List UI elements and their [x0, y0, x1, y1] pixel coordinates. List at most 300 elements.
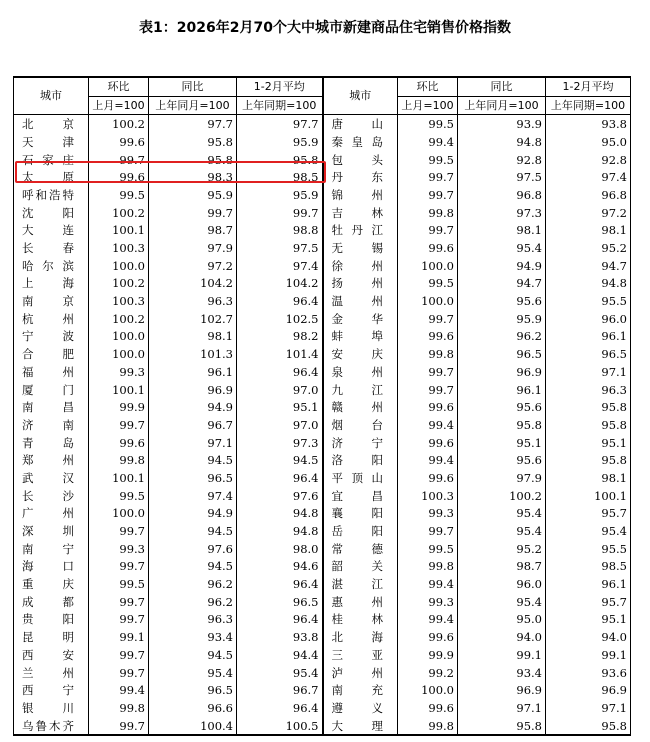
- right-yoy-cell: 96.2: [458, 328, 546, 346]
- right-mom-cell: 99.6: [398, 239, 458, 257]
- left-avg-cell: 95.4: [237, 664, 323, 682]
- right-yoy-cell: 95.9: [458, 310, 546, 328]
- right-avg-cell: 96.8: [546, 186, 631, 204]
- left-yoy-cell: 96.5: [149, 681, 237, 699]
- left-city-cell: 海口: [14, 558, 89, 576]
- right-city-cell: 桂林: [323, 611, 398, 629]
- header-yoy-right: 同比: [458, 77, 546, 96]
- right-avg-cell: 95.5: [546, 292, 631, 310]
- right-mom-cell: 99.5: [398, 275, 458, 293]
- table-row: [14, 505, 631, 523]
- right-mom-cell: 99.7: [398, 310, 458, 328]
- table-row: [14, 275, 631, 293]
- right-mom-cell: 99.6: [398, 398, 458, 416]
- right-mom-cell: 99.8: [398, 558, 458, 576]
- right-avg-cell: 96.1: [546, 575, 631, 593]
- left-avg-cell: 96.4: [237, 469, 323, 487]
- left-city-cell: 兰州: [14, 664, 89, 682]
- left-mom-cell: 99.3: [89, 363, 149, 381]
- right-city-cell: 蚌埠: [323, 328, 398, 346]
- right-mom-cell: 99.3: [398, 505, 458, 523]
- left-city-cell: 厦门: [14, 381, 89, 399]
- table-row: [14, 151, 631, 169]
- right-city-cell: 惠州: [323, 593, 398, 611]
- table-row: [14, 540, 631, 558]
- header-mom-right: 环比: [398, 77, 458, 96]
- left-avg-cell: 98.2: [237, 328, 323, 346]
- left-avg-cell: 98.0: [237, 540, 323, 558]
- left-city-cell: 昆明: [14, 628, 89, 646]
- table-row: [14, 575, 631, 593]
- left-mom-cell: 99.4: [89, 681, 149, 699]
- right-yoy-cell: 93.4: [458, 664, 546, 682]
- left-city-cell: 福州: [14, 363, 89, 381]
- table-row: [14, 345, 631, 363]
- left-avg-cell: 98.8: [237, 222, 323, 240]
- right-yoy-cell: 94.7: [458, 275, 546, 293]
- left-city-cell: 长沙: [14, 487, 89, 505]
- left-avg-cell: 96.4: [237, 611, 323, 629]
- right-mom-cell: 99.2: [398, 664, 458, 682]
- right-city-cell: 徐州: [323, 257, 398, 275]
- table-row: [14, 133, 631, 151]
- left-city-cell: 重庆: [14, 575, 89, 593]
- right-avg-cell: 97.1: [546, 699, 631, 717]
- left-mom-cell: 99.7: [89, 717, 149, 736]
- right-mom-cell: 99.6: [398, 699, 458, 717]
- right-city-cell: 锦州: [323, 186, 398, 204]
- right-yoy-cell: 97.1: [458, 699, 546, 717]
- left-yoy-cell: 95.9: [149, 186, 237, 204]
- table-row: [14, 717, 631, 736]
- right-mom-cell: 99.8: [398, 345, 458, 363]
- right-avg-cell: 96.5: [546, 345, 631, 363]
- left-avg-cell: 96.4: [237, 292, 323, 310]
- table-row: [14, 363, 631, 381]
- right-avg-cell: 95.5: [546, 540, 631, 558]
- table-row: [14, 328, 631, 346]
- right-mom-cell: 99.4: [398, 451, 458, 469]
- table-row: [14, 115, 631, 133]
- right-yoy-cell: 95.6: [458, 398, 546, 416]
- left-yoy-cell: 97.9: [149, 239, 237, 257]
- right-yoy-cell: 98.7: [458, 558, 546, 576]
- left-yoy-cell: 95.4: [149, 664, 237, 682]
- right-city-cell: 温州: [323, 292, 398, 310]
- left-yoy-cell: 96.5: [149, 469, 237, 487]
- table-row: [14, 646, 631, 664]
- right-avg-cell: 93.8: [546, 115, 631, 133]
- right-city-cell: 平顶山: [323, 469, 398, 487]
- left-city-cell: 深圳: [14, 522, 89, 540]
- left-avg-cell: 97.4: [237, 257, 323, 275]
- left-mom-cell: 100.2: [89, 204, 149, 222]
- left-avg-cell: 95.8: [237, 151, 323, 169]
- left-yoy-cell: 101.3: [149, 345, 237, 363]
- header-avg-left: 1-2月平均: [237, 77, 323, 96]
- right-city-cell: 岳阳: [323, 522, 398, 540]
- left-avg-cell: 97.5: [237, 239, 323, 257]
- right-mom-cell: 99.3: [398, 593, 458, 611]
- right-mom-cell: 99.7: [398, 186, 458, 204]
- right-yoy-cell: 95.0: [458, 611, 546, 629]
- right-city-cell: 安庆: [323, 345, 398, 363]
- left-yoy-cell: 96.1: [149, 363, 237, 381]
- right-yoy-cell: 96.8: [458, 186, 546, 204]
- right-city-cell: 遵义: [323, 699, 398, 717]
- left-city-cell: 乌鲁木齐: [14, 717, 89, 736]
- right-avg-cell: 96.9: [546, 681, 631, 699]
- left-avg-cell: 97.0: [237, 416, 323, 434]
- left-mom-cell: 100.1: [89, 381, 149, 399]
- right-mom-cell: 100.3: [398, 487, 458, 505]
- right-city-cell: 常德: [323, 540, 398, 558]
- table-header: [14, 77, 631, 115]
- left-avg-cell: 97.6: [237, 487, 323, 505]
- table-row: [14, 558, 631, 576]
- table-row: [14, 593, 631, 611]
- right-yoy-cell: 95.8: [458, 416, 546, 434]
- left-mom-cell: 99.1: [89, 628, 149, 646]
- left-avg-cell: 96.5: [237, 593, 323, 611]
- left-yoy-cell: 93.4: [149, 628, 237, 646]
- right-mom-cell: 100.0: [398, 681, 458, 699]
- right-city-cell: 北海: [323, 628, 398, 646]
- left-avg-cell: 96.7: [237, 681, 323, 699]
- right-yoy-cell: 96.9: [458, 363, 546, 381]
- right-mom-cell: 99.7: [398, 381, 458, 399]
- right-yoy-cell: 95.1: [458, 434, 546, 452]
- table-row: [14, 469, 631, 487]
- header-avg-base-right: 上年同期=100: [546, 96, 631, 115]
- left-mom-cell: 99.9: [89, 398, 149, 416]
- table-row: [14, 168, 631, 186]
- right-avg-cell: 95.7: [546, 505, 631, 523]
- left-city-cell: 西宁: [14, 681, 89, 699]
- right-avg-cell: 98.5: [546, 558, 631, 576]
- right-mom-cell: 100.0: [398, 292, 458, 310]
- right-avg-cell: 95.0: [546, 133, 631, 151]
- left-yoy-cell: 97.4: [149, 487, 237, 505]
- left-city-cell: 银川: [14, 699, 89, 717]
- table-row: [14, 381, 631, 399]
- table-row: [14, 522, 631, 540]
- left-mom-cell: 99.7: [89, 611, 149, 629]
- right-yoy-cell: 97.5: [458, 168, 546, 186]
- right-yoy-cell: 95.2: [458, 540, 546, 558]
- price-index-table: [13, 76, 631, 736]
- right-mom-cell: 99.7: [398, 522, 458, 540]
- right-city-cell: 唐山: [323, 115, 398, 133]
- right-mom-cell: 99.9: [398, 646, 458, 664]
- table-row: [14, 222, 631, 240]
- table-row: [14, 292, 631, 310]
- left-city-cell: 大连: [14, 222, 89, 240]
- right-mom-cell: 99.6: [398, 628, 458, 646]
- right-city-cell: 丹东: [323, 168, 398, 186]
- header-avg-right: 1-2月平均: [546, 77, 631, 96]
- table-row: [14, 664, 631, 682]
- right-city-cell: 秦皇岛: [323, 133, 398, 151]
- left-city-cell: 南昌: [14, 398, 89, 416]
- right-mom-cell: 99.6: [398, 328, 458, 346]
- right-yoy-cell: 99.1: [458, 646, 546, 664]
- right-mom-cell: 99.4: [398, 575, 458, 593]
- right-mom-cell: 99.5: [398, 540, 458, 558]
- left-mom-cell: 99.7: [89, 151, 149, 169]
- right-yoy-cell: 94.9: [458, 257, 546, 275]
- left-city-cell: 宁波: [14, 328, 89, 346]
- right-city-cell: 大理: [323, 717, 398, 736]
- right-yoy-cell: 96.9: [458, 681, 546, 699]
- left-avg-cell: 101.4: [237, 345, 323, 363]
- left-yoy-cell: 94.9: [149, 505, 237, 523]
- left-city-cell: 成都: [14, 593, 89, 611]
- table-body: [14, 115, 631, 736]
- left-city-cell: 沈阳: [14, 204, 89, 222]
- right-avg-cell: 95.8: [546, 451, 631, 469]
- left-mom-cell: 100.0: [89, 257, 149, 275]
- left-yoy-cell: 98.3: [149, 168, 237, 186]
- table-row: [14, 257, 631, 275]
- right-yoy-cell: 95.4: [458, 593, 546, 611]
- right-yoy-cell: 95.6: [458, 292, 546, 310]
- left-avg-cell: 95.9: [237, 186, 323, 204]
- left-yoy-cell: 97.6: [149, 540, 237, 558]
- left-avg-cell: 94.6: [237, 558, 323, 576]
- table-row: [14, 398, 631, 416]
- header-yoy-base-left: 上年同月=100: [149, 96, 237, 115]
- table-row: [14, 204, 631, 222]
- right-city-cell: 洛阳: [323, 451, 398, 469]
- header-mom-left: 环比: [89, 77, 149, 96]
- left-city-cell: 合肥: [14, 345, 89, 363]
- left-avg-cell: 96.4: [237, 363, 323, 381]
- right-city-cell: 金华: [323, 310, 398, 328]
- left-city-cell: 北京: [14, 115, 89, 133]
- right-avg-cell: 95.4: [546, 522, 631, 540]
- left-yoy-cell: 98.1: [149, 328, 237, 346]
- table-row: [14, 451, 631, 469]
- table-row: [14, 434, 631, 452]
- table-row: [14, 699, 631, 717]
- right-yoy-cell: 97.3: [458, 204, 546, 222]
- left-mom-cell: 99.5: [89, 575, 149, 593]
- right-avg-cell: 95.8: [546, 398, 631, 416]
- left-mom-cell: 99.8: [89, 699, 149, 717]
- right-avg-cell: 97.1: [546, 363, 631, 381]
- right-mom-cell: 99.7: [398, 222, 458, 240]
- left-yoy-cell: 98.7: [149, 222, 237, 240]
- left-yoy-cell: 97.7: [149, 115, 237, 133]
- left-city-cell: 长春: [14, 239, 89, 257]
- right-city-cell: 无锡: [323, 239, 398, 257]
- right-avg-cell: 97.2: [546, 204, 631, 222]
- left-yoy-cell: 99.7: [149, 204, 237, 222]
- left-city-cell: 哈尔滨: [14, 257, 89, 275]
- left-yoy-cell: 94.9: [149, 398, 237, 416]
- right-avg-cell: 94.0: [546, 628, 631, 646]
- right-yoy-cell: 96.5: [458, 345, 546, 363]
- left-city-cell: 西安: [14, 646, 89, 664]
- left-yoy-cell: 94.5: [149, 522, 237, 540]
- right-avg-cell: 95.7: [546, 593, 631, 611]
- right-yoy-cell: 94.0: [458, 628, 546, 646]
- header-avg-base-left: 上年同期=100: [237, 96, 323, 115]
- right-mom-cell: 100.0: [398, 257, 458, 275]
- left-city-cell: 南京: [14, 292, 89, 310]
- table-row: [14, 681, 631, 699]
- right-mom-cell: 99.8: [398, 204, 458, 222]
- right-yoy-cell: 95.4: [458, 505, 546, 523]
- left-mom-cell: 99.7: [89, 593, 149, 611]
- right-city-cell: 南充: [323, 681, 398, 699]
- table-row: [14, 611, 631, 629]
- right-yoy-cell: 96.0: [458, 575, 546, 593]
- left-avg-cell: 94.8: [237, 522, 323, 540]
- right-city-cell: 泸州: [323, 664, 398, 682]
- left-mom-cell: 100.3: [89, 292, 149, 310]
- left-yoy-cell: 96.3: [149, 611, 237, 629]
- right-city-cell: 牡丹江: [323, 222, 398, 240]
- left-yoy-cell: 96.2: [149, 593, 237, 611]
- left-yoy-cell: 102.7: [149, 310, 237, 328]
- right-avg-cell: 94.8: [546, 275, 631, 293]
- left-mom-cell: 100.0: [89, 328, 149, 346]
- left-yoy-cell: 95.8: [149, 133, 237, 151]
- left-avg-cell: 104.2: [237, 275, 323, 293]
- left-yoy-cell: 94.5: [149, 646, 237, 664]
- header-city-right: 城市: [323, 77, 398, 115]
- right-yoy-cell: 100.2: [458, 487, 546, 505]
- left-avg-cell: 97.3: [237, 434, 323, 452]
- left-city-cell: 武汉: [14, 469, 89, 487]
- table-row: [14, 487, 631, 505]
- right-city-cell: 扬州: [323, 275, 398, 293]
- table-row: [14, 186, 631, 204]
- left-mom-cell: 100.0: [89, 505, 149, 523]
- right-mom-cell: 99.4: [398, 611, 458, 629]
- left-yoy-cell: 96.6: [149, 699, 237, 717]
- left-yoy-cell: 94.5: [149, 451, 237, 469]
- left-avg-cell: 96.4: [237, 575, 323, 593]
- right-avg-cell: 99.1: [546, 646, 631, 664]
- right-avg-cell: 100.1: [546, 487, 631, 505]
- left-city-cell: 天津: [14, 133, 89, 151]
- left-city-cell: 杭州: [14, 310, 89, 328]
- right-yoy-cell: 98.1: [458, 222, 546, 240]
- left-yoy-cell: 100.4: [149, 717, 237, 736]
- left-avg-cell: 94.4: [237, 646, 323, 664]
- table-row: [14, 628, 631, 646]
- left-avg-cell: 98.5: [237, 168, 323, 186]
- table-title: 表1：2026年2月70个大中城市新建商品住宅销售价格指数: [139, 20, 511, 36]
- left-mom-cell: 99.7: [89, 416, 149, 434]
- right-yoy-cell: 92.8: [458, 151, 546, 169]
- left-city-cell: 郑州: [14, 451, 89, 469]
- right-avg-cell: 94.7: [546, 257, 631, 275]
- left-yoy-cell: 96.2: [149, 575, 237, 593]
- left-city-cell: 青岛: [14, 434, 89, 452]
- right-city-cell: 赣州: [323, 398, 398, 416]
- right-avg-cell: 98.1: [546, 469, 631, 487]
- left-yoy-cell: 96.3: [149, 292, 237, 310]
- left-yoy-cell: 104.2: [149, 275, 237, 293]
- left-avg-cell: 94.8: [237, 505, 323, 523]
- right-mom-cell: 99.4: [398, 416, 458, 434]
- right-mom-cell: 99.7: [398, 168, 458, 186]
- right-mom-cell: 99.5: [398, 151, 458, 169]
- right-yoy-cell: 95.4: [458, 522, 546, 540]
- left-mom-cell: 100.0: [89, 345, 149, 363]
- left-mom-cell: 99.6: [89, 168, 149, 186]
- left-avg-cell: 97.7: [237, 115, 323, 133]
- left-avg-cell: 95.1: [237, 398, 323, 416]
- right-avg-cell: 95.1: [546, 611, 631, 629]
- left-mom-cell: 100.3: [89, 239, 149, 257]
- left-mom-cell: 99.5: [89, 186, 149, 204]
- right-avg-cell: 95.8: [546, 416, 631, 434]
- left-avg-cell: 96.4: [237, 699, 323, 717]
- right-city-cell: 九江: [323, 381, 398, 399]
- right-avg-cell: 92.8: [546, 151, 631, 169]
- table-row: [14, 310, 631, 328]
- left-city-cell: 太原: [14, 168, 89, 186]
- left-mom-cell: 99.7: [89, 522, 149, 540]
- left-yoy-cell: 96.7: [149, 416, 237, 434]
- header-mom-base-right: 上月=100: [398, 96, 458, 115]
- right-city-cell: 包头: [323, 151, 398, 169]
- left-city-cell: 上海: [14, 275, 89, 293]
- left-city-cell: 石家庄: [14, 151, 89, 169]
- left-avg-cell: 99.7: [237, 204, 323, 222]
- left-city-cell: 济南: [14, 416, 89, 434]
- left-yoy-cell: 97.1: [149, 434, 237, 452]
- right-mom-cell: 99.7: [398, 363, 458, 381]
- left-avg-cell: 93.8: [237, 628, 323, 646]
- table-row: [14, 416, 631, 434]
- left-mom-cell: 99.7: [89, 646, 149, 664]
- right-city-cell: 济宁: [323, 434, 398, 452]
- right-mom-cell: 99.4: [398, 133, 458, 151]
- right-avg-cell: 96.0: [546, 310, 631, 328]
- right-yoy-cell: 94.8: [458, 133, 546, 151]
- left-avg-cell: 102.5: [237, 310, 323, 328]
- right-city-cell: 湛江: [323, 575, 398, 593]
- left-yoy-cell: 94.5: [149, 558, 237, 576]
- left-yoy-cell: 95.8: [149, 151, 237, 169]
- left-avg-cell: 95.9: [237, 133, 323, 151]
- right-city-cell: 韶关: [323, 558, 398, 576]
- left-mom-cell: 99.6: [89, 133, 149, 151]
- left-city-cell: 呼和浩特: [14, 186, 89, 204]
- right-yoy-cell: 95.6: [458, 451, 546, 469]
- left-yoy-cell: 97.2: [149, 257, 237, 275]
- right-city-cell: 襄阳: [323, 505, 398, 523]
- right-mom-cell: 99.5: [398, 115, 458, 133]
- left-mom-cell: 99.7: [89, 664, 149, 682]
- left-avg-cell: 100.5: [237, 717, 323, 736]
- left-mom-cell: 100.1: [89, 222, 149, 240]
- left-mom-cell: 99.8: [89, 451, 149, 469]
- right-yoy-cell: 93.9: [458, 115, 546, 133]
- header-city-left: 城市: [14, 77, 89, 115]
- left-city-cell: 贵阳: [14, 611, 89, 629]
- right-avg-cell: 96.1: [546, 328, 631, 346]
- left-avg-cell: 94.5: [237, 451, 323, 469]
- header-yoy-base-right: 上年同月=100: [458, 96, 546, 115]
- left-mom-cell: 100.2: [89, 115, 149, 133]
